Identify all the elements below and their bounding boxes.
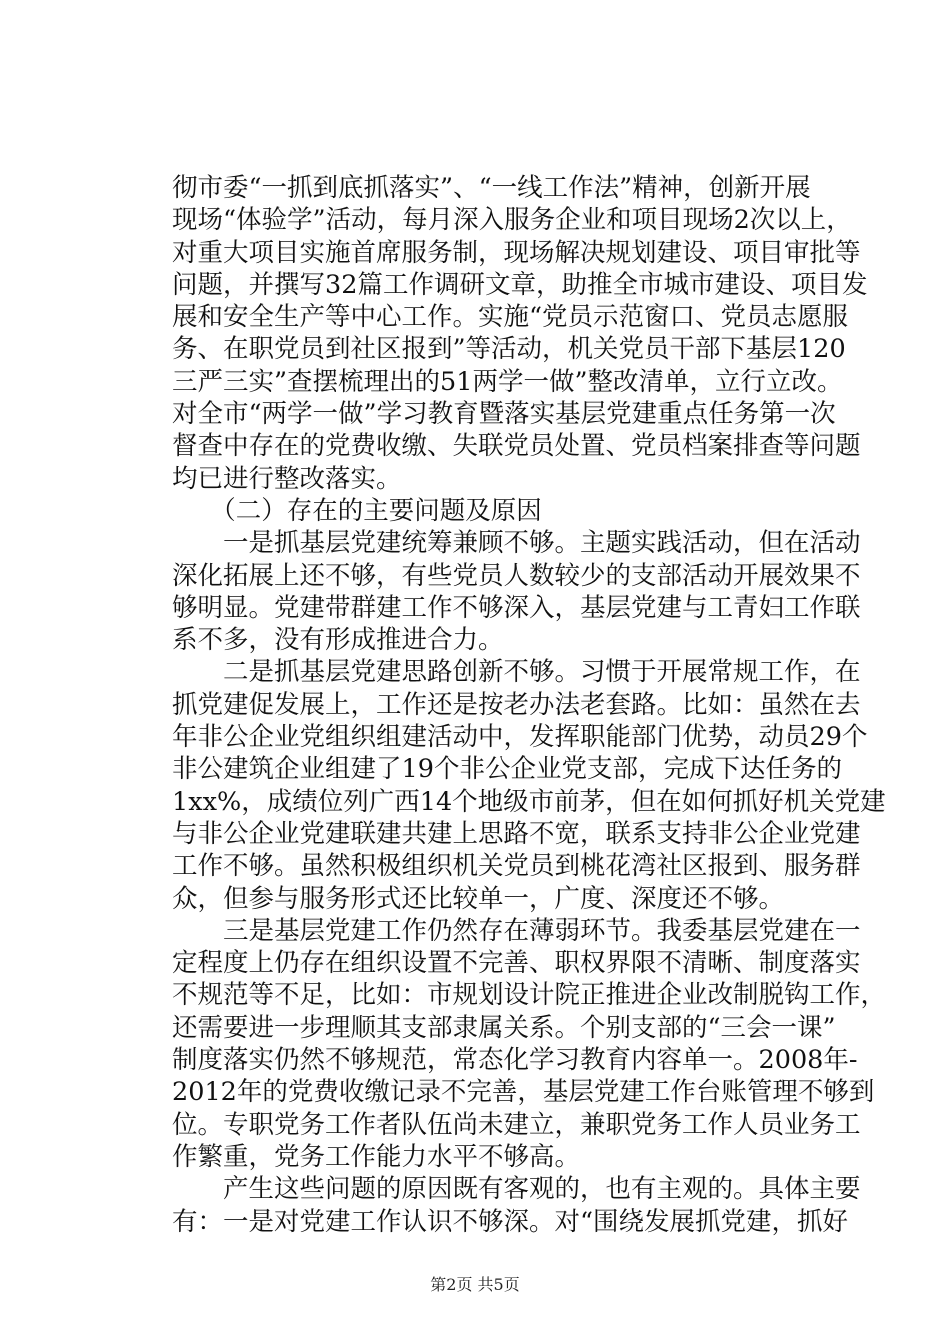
text-line: 产生这些问题的原因既有客观的，也有主观的。具体主要: [172, 1174, 861, 1205]
text-line: 问题，并撰写32篇工作调研文章，助推全市城市建设、项目发: [172, 269, 868, 300]
text-line: 对重大项目实施首席服务制，现场解决规划建设、项目审批等: [172, 237, 861, 268]
text-line: 三严三实”查摆梳理出的51两学一做”整改清单，立行立改。: [172, 366, 843, 397]
text-line: 够明显。党建带群建工作不够深入，基层党建与工青妇工作联: [172, 592, 861, 623]
text-line: 三是基层党建工作仍然存在薄弱环节。我委基层党建在一: [172, 915, 861, 946]
text-line: 有：一是对党建工作认识不够深。对“围绕发展抓党建，抓好: [172, 1206, 849, 1237]
text-line: 不规范等不足，比如：市规划设计院正推进企业改制脱钩工作，: [172, 980, 887, 1011]
text-line: 2012年的党费收缴记录不完善，基层党建工作台账管理不够到: [172, 1077, 875, 1108]
text-line: 系不多，没有形成推进合力。: [172, 625, 504, 656]
text-line: 位。专职党务工作者队伍尚未建立，兼职党务工作人员业务工: [172, 1109, 861, 1140]
text-line: 展和安全生产等中心工作。实施“党员示范窗口、党员志愿服: [172, 302, 849, 333]
document-body: [172, 172, 887, 1238]
text-line: 抓党建促发展上，工作还是按老办法老套路。比如：虽然在去: [172, 689, 861, 720]
text-line: 彻市委“一抓到底抓落实”、“一线工作法”精神，创新开展: [172, 173, 811, 203]
text-line: 现场“体验学”活动，每月深入服务企业和项目现场2次以上，: [172, 205, 852, 236]
text-line: 1xx%，成绩位列广西14个地级市前茅，但在如何抓好机关党建: [172, 786, 886, 817]
text-line: 对全市“两学一做”学习教育暨落实基层党建重点任务第一次: [172, 399, 836, 430]
text-line: 工作不够。虽然积极组织机关党员到桃花湾社区报到、服务群: [172, 851, 861, 882]
text-line: 还需要进一步理顺其支部隶属关系。个别支部的“三会一课”: [172, 1012, 836, 1043]
text-line: 非公建筑企业组建了19个非公企业党支部，完成下达任务的: [172, 754, 842, 785]
text-line: 年非公企业党组织组建活动中，发挥职能部门优势，动员29个: [172, 722, 868, 753]
text-line: 二是抓基层党建思路创新不够。习惯于开展常规工作，在: [172, 657, 861, 688]
text-line: 作繁重，党务工作能力水平不够高。: [172, 1141, 581, 1172]
text-line: 深化拓展上还不够，有些党员人数较少的支部活动开展效果不: [172, 560, 861, 591]
text-line: 定程度上仍存在组织设置不完善、职权界限不清晰、制度落实: [172, 948, 861, 979]
text-line: 均已进行整改落实。: [172, 463, 402, 494]
text-line: 务、在职党员到社区报到”等活动，机关党员干部下基层120: [172, 334, 846, 365]
text-line: （二）存在的主要问题及原因: [172, 495, 542, 526]
text-line: 众，但参与服务形式还比较单一，广度、深度还不够。: [172, 883, 785, 914]
text-line: 制度落实仍然不够规范，常态化学习教育内容单一。2008年-: [172, 1045, 858, 1076]
text-line: 一是抓基层党建统筹兼顾不够。主题实践活动，但在活动: [172, 528, 861, 559]
page-footer: 第2页 共5页: [430, 1275, 520, 1294]
text-line: 与非公企业党建联建共建上思路不宽，联系支持非公企业党建: [172, 818, 861, 849]
text-line: 督查中存在的党费收缴、失联党员处置、党员档案排查等问题: [172, 431, 861, 462]
